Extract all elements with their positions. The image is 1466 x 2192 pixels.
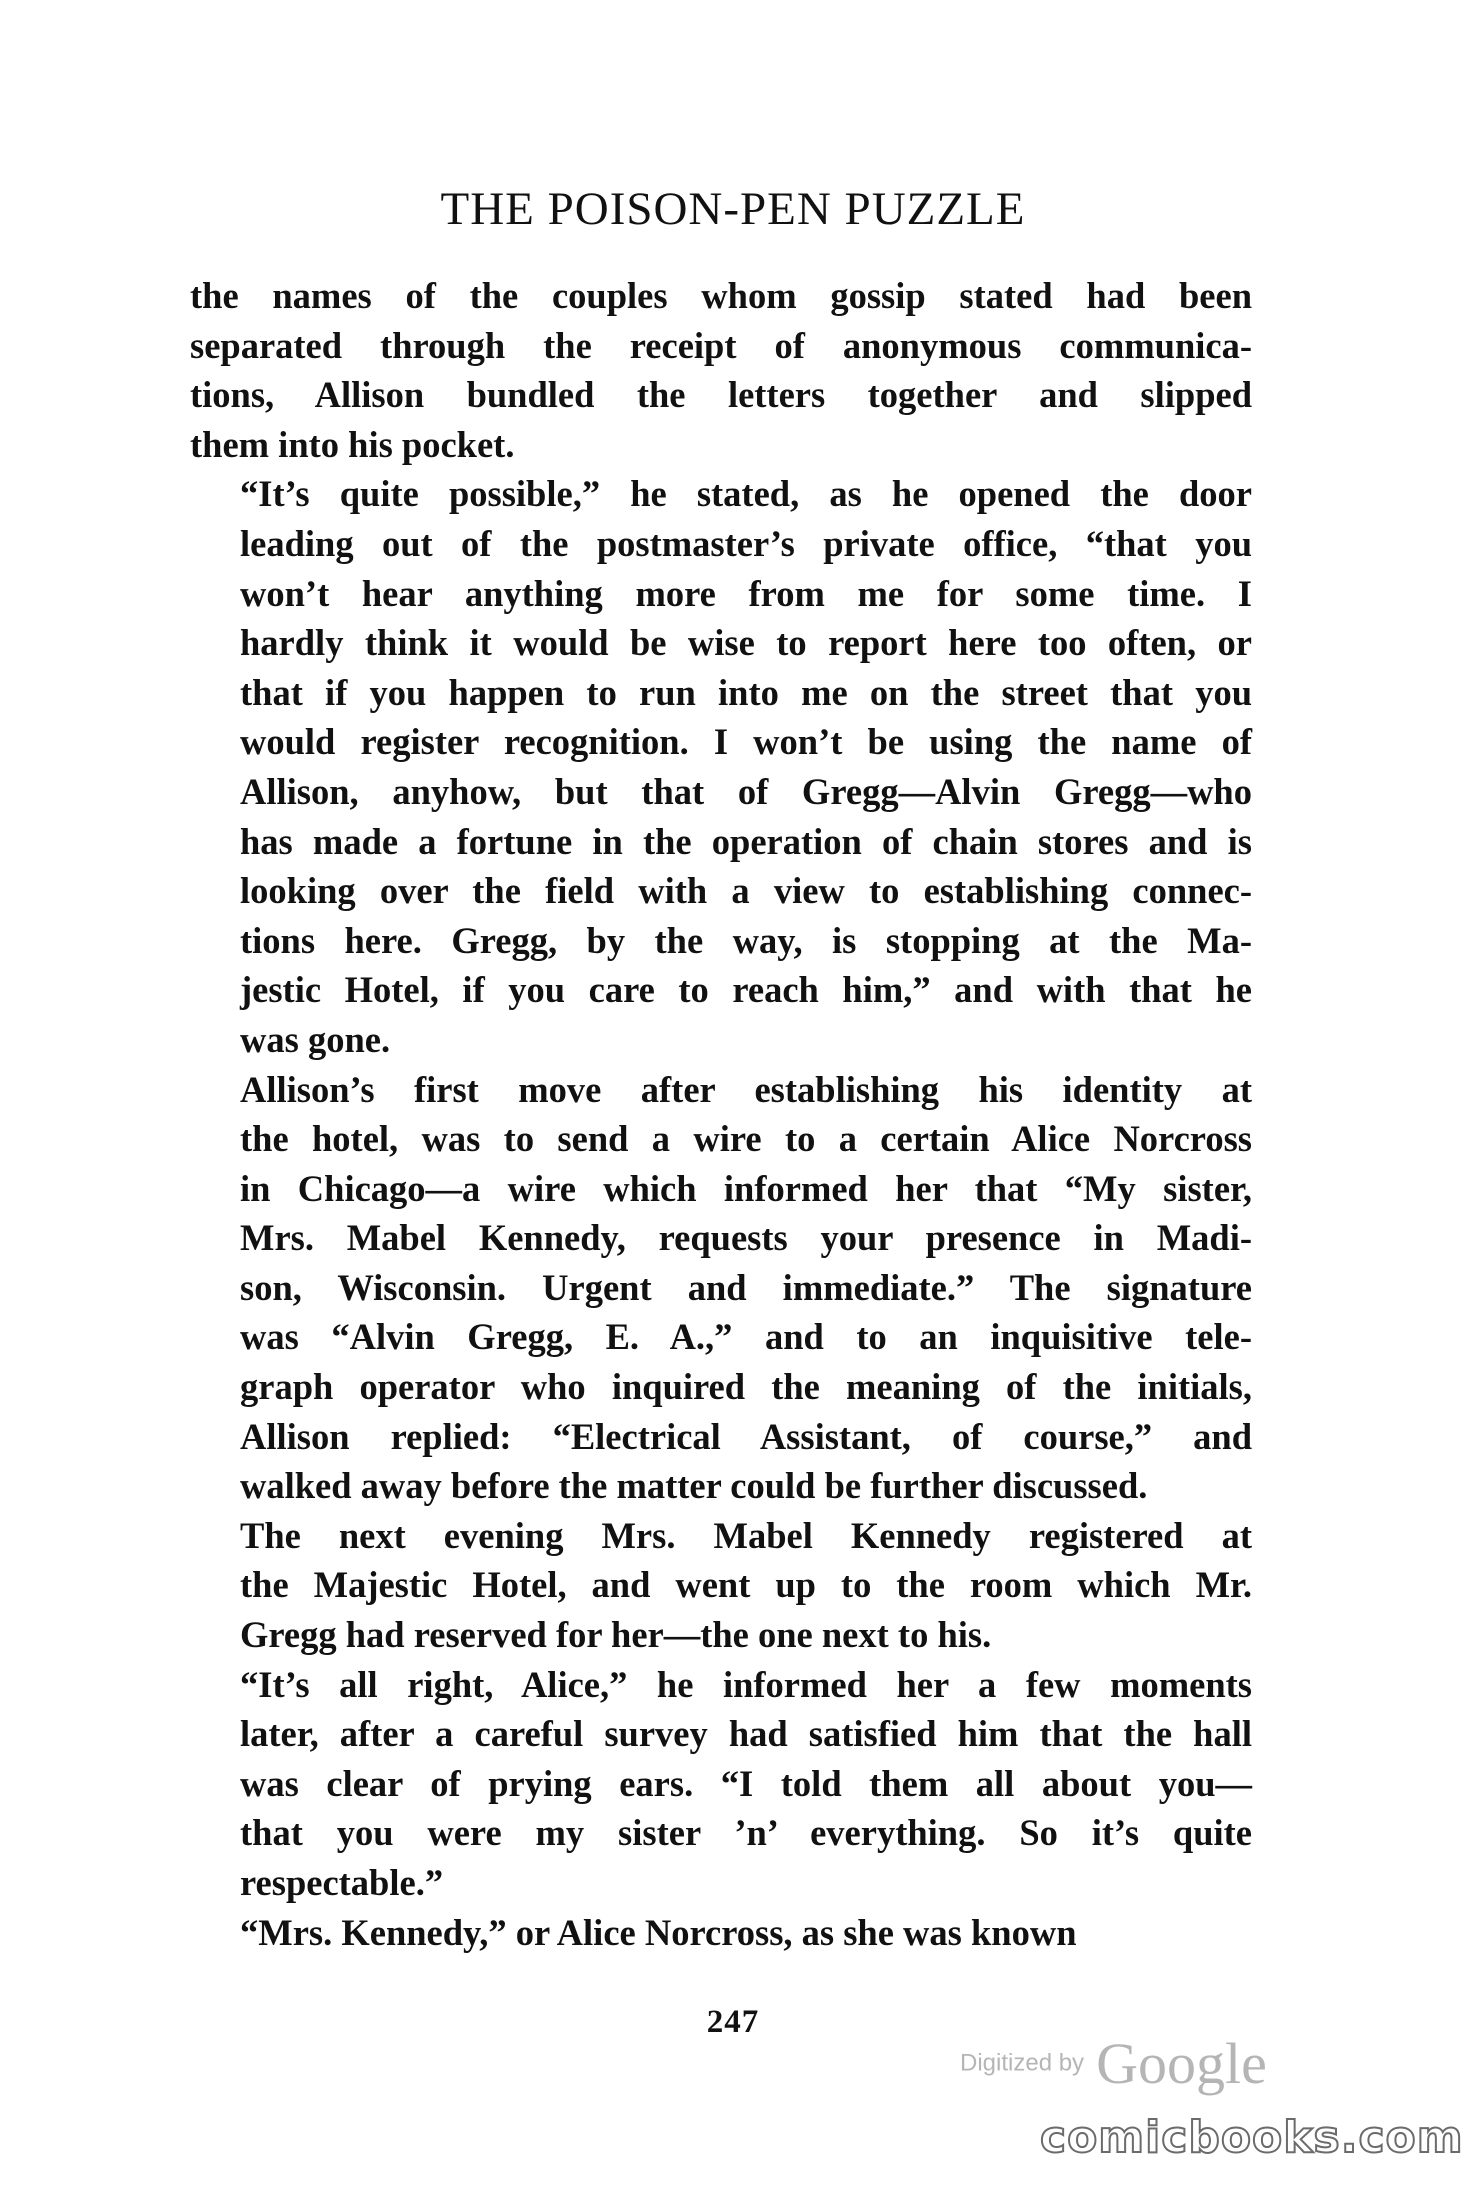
text-line: Allison, anyhow, but that of Gregg—Alvin Gregg—who bbox=[240, 770, 1252, 812]
text-line: leading out of the postmaster’s private office, “that you bbox=[240, 522, 1252, 564]
google-logo: Google bbox=[1096, 2031, 1267, 2096]
text-line: Mrs. Mabel Kennedy, requests your presence in Madi- bbox=[240, 1217, 1252, 1259]
text-line: has made a fortune in the operation of chain stores and is bbox=[240, 820, 1252, 862]
text-line: was clear of prying ears. “I told them all about you— bbox=[240, 1762, 1252, 1804]
paragraph bbox=[190, 1065, 1252, 1511]
paragraph bbox=[190, 469, 1252, 1064]
text-line: jestic Hotel, if you care to reach him,” and with that he bbox=[240, 969, 1252, 1011]
text-line: would register recognition. I won’t be using the name of bbox=[240, 721, 1252, 763]
page-title: THE POISON-PEN PUZZLE bbox=[440, 183, 1026, 235]
paragraph bbox=[190, 1908, 1252, 1958]
text-line: looking over the field with a view to establishing connec- bbox=[240, 870, 1252, 912]
text-line: son, Wisconsin. Urgent and immediate.” The signature bbox=[240, 1266, 1252, 1308]
paragraph bbox=[190, 1660, 1252, 1908]
text-line: respectable.” bbox=[240, 1862, 444, 1903]
text-line: “It’s quite possible,” he stated, as he opened the door bbox=[240, 473, 1252, 515]
page-number: 247 bbox=[706, 2004, 760, 2040]
text-line: in Chicago—a wire which informed her that “My sister, bbox=[240, 1167, 1252, 1209]
text-line: The next evening Mrs. Mabel Kennedy registered at bbox=[240, 1514, 1252, 1556]
text-line: “It’s all right, Alice,” he informed her a few moments bbox=[240, 1663, 1252, 1705]
digitized-label: Digitized by bbox=[960, 2049, 1085, 2077]
paragraph bbox=[190, 271, 1252, 469]
text-line: later, after a careful survey had satisfied him that the hall bbox=[240, 1713, 1252, 1755]
text-line: tions here. Gregg, by the way, is stopping at the Ma- bbox=[240, 919, 1252, 961]
text-line: graph operator who inquired the meaning of the initials, bbox=[240, 1366, 1252, 1408]
paragraph bbox=[190, 1511, 1252, 1660]
text-line: won’t hear anything more from me for some time. I bbox=[240, 572, 1252, 614]
digitized-by-mark bbox=[960, 2030, 1300, 2097]
text-line: tions, Allison bundled the letters together and slipped bbox=[190, 374, 1252, 416]
text-line: hardly think it would be wise to report here too often, or bbox=[240, 622, 1252, 664]
text-line: Allison’s first move after establishing his identity at bbox=[240, 1068, 1252, 1110]
text-line: that if you happen to run into me on the street that you bbox=[240, 671, 1252, 713]
body-text bbox=[190, 271, 1252, 1957]
text-line: “Mrs. Kennedy,” or Alice Norcross, as she was known bbox=[240, 1911, 1077, 1953]
site-watermark: comicbooks.com bbox=[1040, 2112, 1464, 2163]
text-line: Gregg had reserved for her—the one next to his. bbox=[240, 1614, 992, 1656]
text-line: separated through the receipt of anonymous communica- bbox=[190, 324, 1252, 366]
text-line: them into his pocket. bbox=[190, 423, 515, 465]
text-line: Allison replied: “Electrical Assistant, of course,” and bbox=[240, 1415, 1252, 1457]
text-line: walked away before the matter could be further discussed. bbox=[240, 1465, 1148, 1507]
text-line: was gone. bbox=[240, 1018, 391, 1060]
text-line: was “Alvin Gregg, E. A.,” and to an inquisitive tele- bbox=[240, 1316, 1252, 1358]
text-line: the names of the couples whom gossip stated had been bbox=[190, 275, 1252, 316]
text-line: that you were my sister ’n’ everything. So it’s quite bbox=[240, 1812, 1252, 1854]
text-line: the Majestic Hotel, and went up to the room which Mr. bbox=[240, 1564, 1252, 1606]
text-line: the hotel, was to send a wire to a certain Alice Norcross bbox=[240, 1118, 1252, 1160]
